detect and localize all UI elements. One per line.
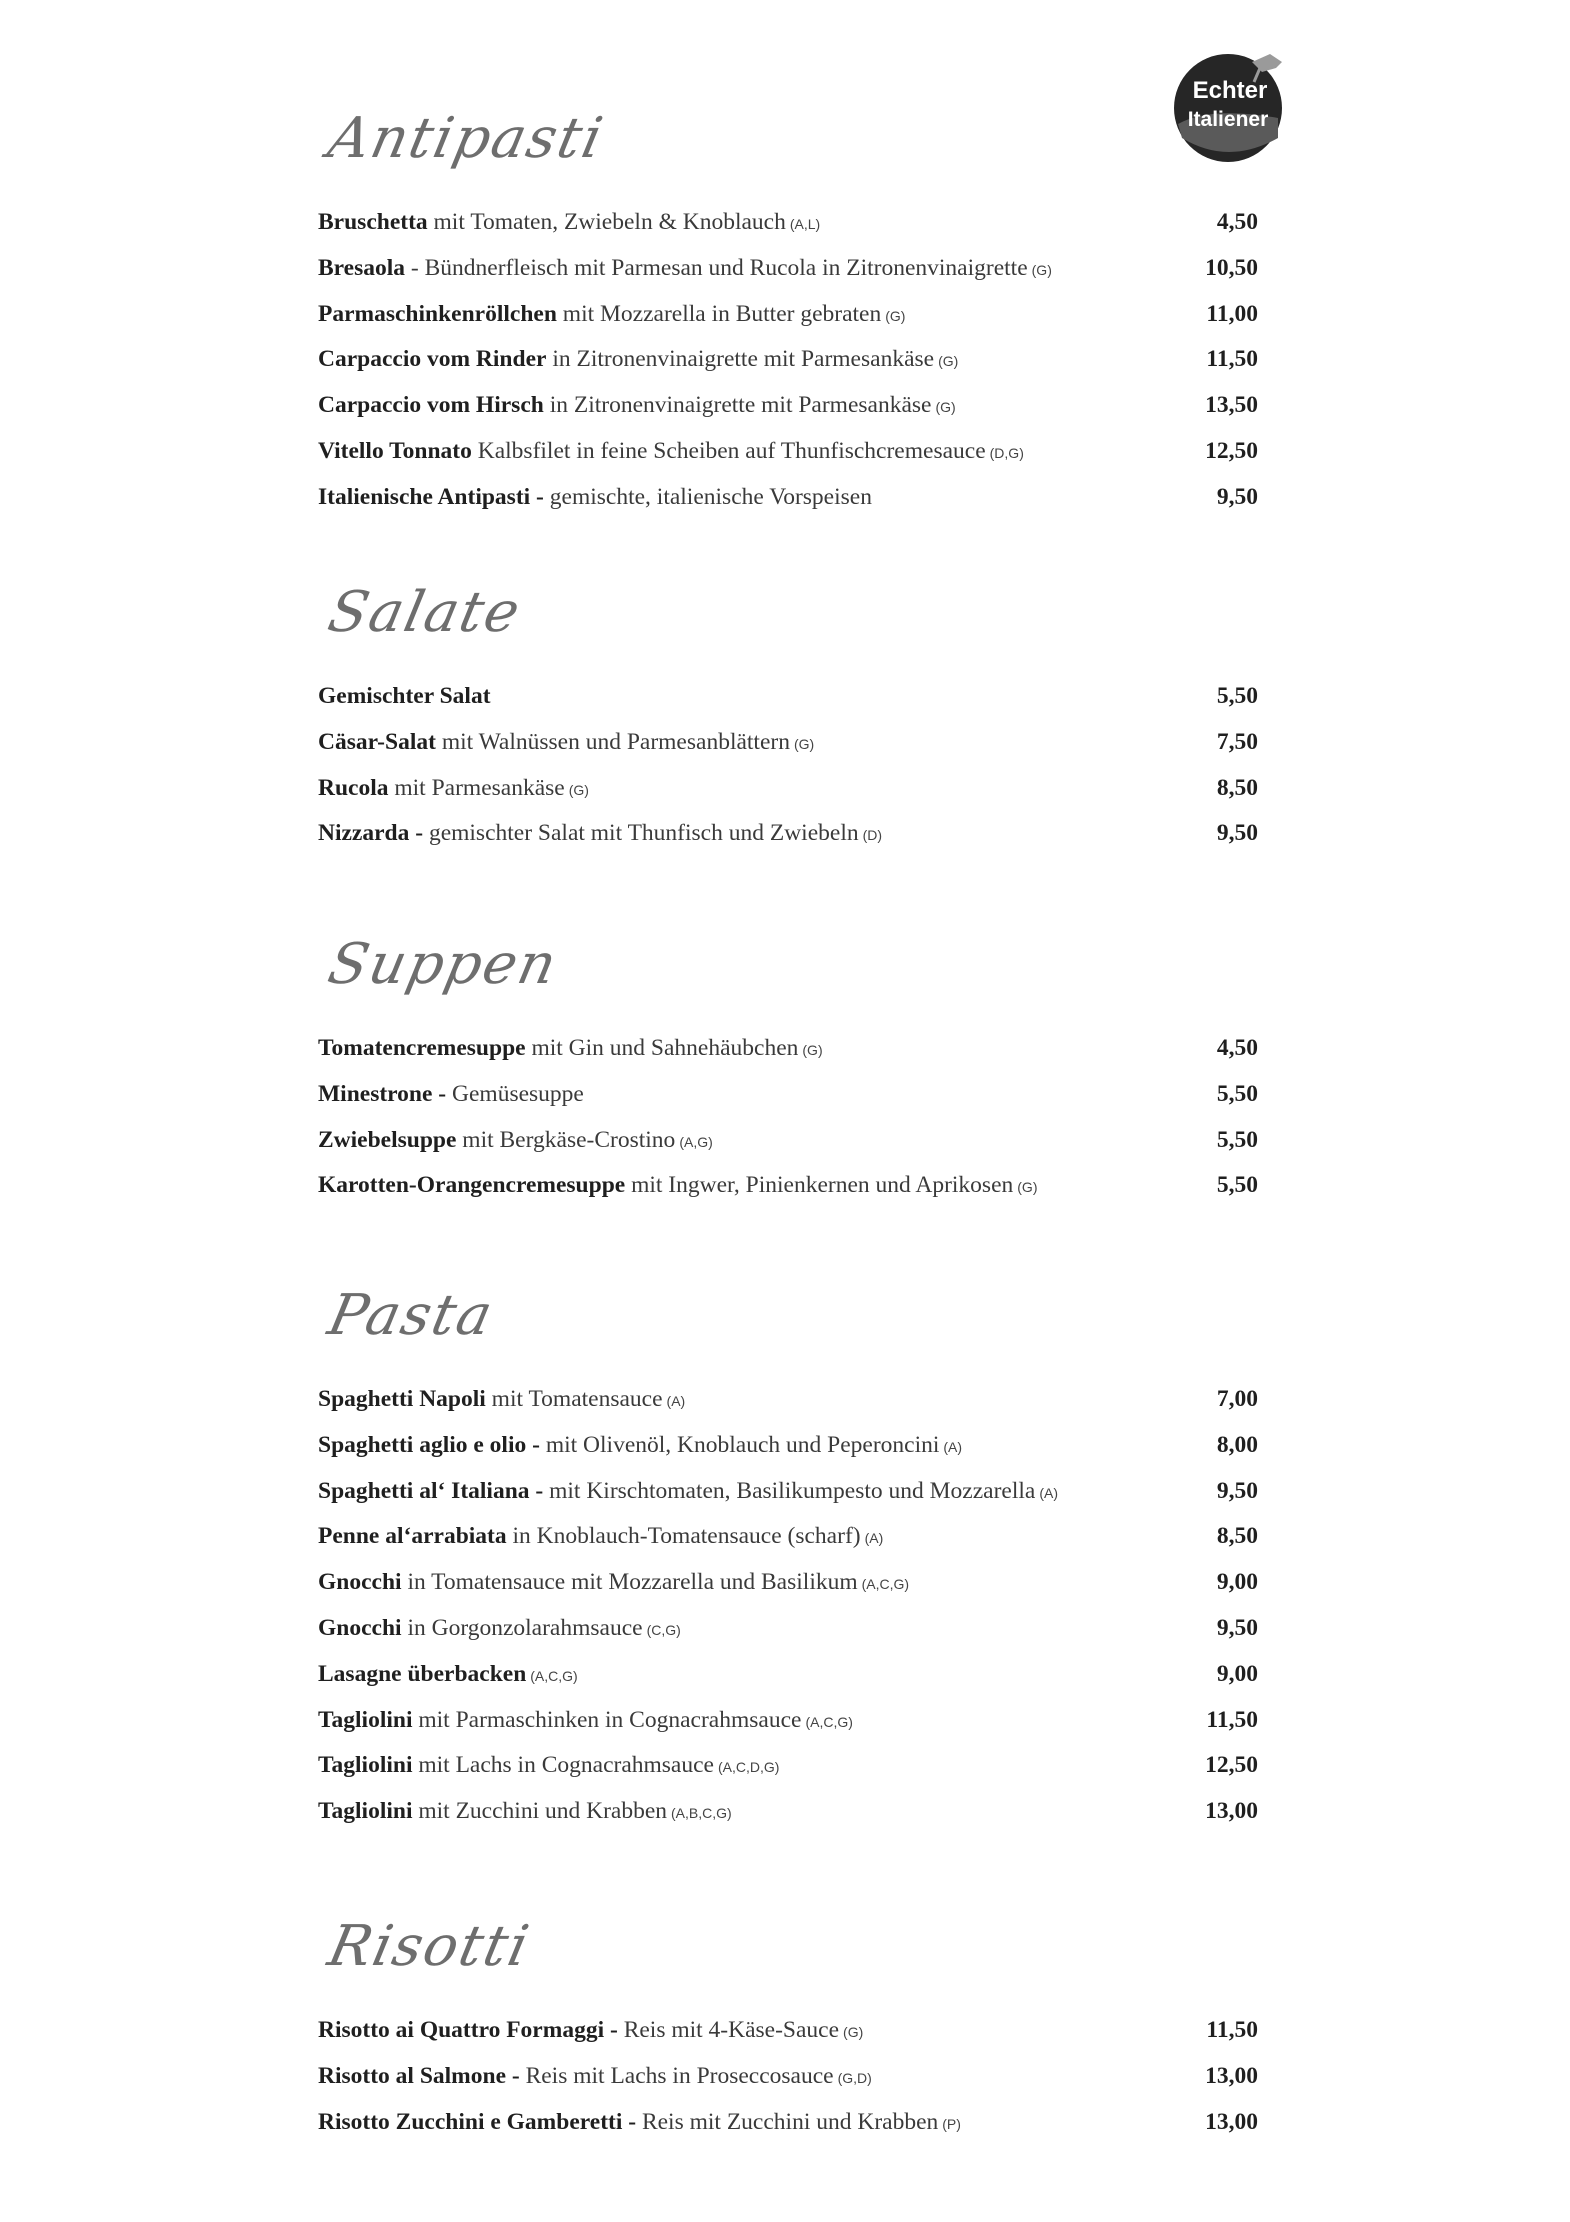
- item-desc: mit Gin und Sahnehäubchen: [525, 1035, 799, 1061]
- item-desc: - Bündnerfleisch mit Parmesan und Rucola in Zitronenvinaigrette: [405, 254, 1028, 281]
- item-desc: mit Olivenöl, Knoblauch und Peperoncini: [539, 1431, 940, 1458]
- item-price: 11,50: [1206, 2017, 1258, 2043]
- item-name: Bruschetta: [318, 209, 428, 235]
- item-name: Italienische Antipasti -: [318, 483, 544, 510]
- item-name: Cäsar-Salat: [318, 728, 436, 755]
- item-desc: mit Kirschtomaten, Basilikumpesto und Mozzarella: [543, 1477, 1036, 1504]
- item-name: Gnocchi: [318, 1569, 402, 1596]
- item-price: 8,50: [1216, 774, 1258, 801]
- section-title: Risotti: [322, 1914, 536, 1979]
- item-price: 4,50: [1216, 1035, 1258, 1061]
- item-name: Tagliolini: [318, 1706, 413, 1733]
- menu-item: [318, 1118, 1258, 1164]
- item-name: Tagliolini: [318, 1798, 413, 1825]
- item-desc: mit Lachs in Cognacrahmsauce: [412, 1752, 714, 1779]
- item-price: 13,00: [1205, 2108, 1258, 2135]
- item-allergens: (G): [1017, 1179, 1038, 1196]
- item-price: 12,50: [1205, 437, 1258, 464]
- item-desc: gemischte, italienische Vorspeisen: [543, 483, 872, 510]
- item-price: 7,50: [1216, 728, 1258, 755]
- item-desc: mit Zucchini und Krabben: [412, 1798, 668, 1825]
- logo-line1: Echter: [1192, 77, 1268, 104]
- item-allergens: (A,C,G): [805, 1713, 853, 1730]
- item-name: Nizzarda -: [318, 820, 424, 847]
- menu-item: [318, 475, 1258, 521]
- menu-item: [318, 1423, 1258, 1469]
- menu-item: [318, 292, 1258, 338]
- item-allergens: (D): [862, 827, 883, 844]
- item-price: 5,50: [1216, 1080, 1258, 1107]
- item-price: 5,50: [1216, 1126, 1258, 1153]
- item-desc: gemischter Salat mit Thunfisch und Zwiebeln: [423, 820, 859, 847]
- item-name: Penne al‘arrabiata: [318, 1523, 507, 1550]
- item-price: 9,50: [1216, 1614, 1258, 1641]
- item-price: 9,00: [1216, 1660, 1258, 1687]
- item-name: Spaghetti al‘ Italiana -: [318, 1477, 544, 1504]
- menu-item: [318, 1469, 1258, 1515]
- item-desc: in Zitronenvinaigrette mit Parmesankäse: [543, 392, 932, 419]
- menu-item: [318, 1514, 1258, 1560]
- item-price: 10,50: [1205, 254, 1258, 281]
- item-name: Minestrone -: [318, 1080, 447, 1107]
- item-price: 13,00: [1205, 2062, 1258, 2089]
- menu-item: [318, 1072, 1258, 1118]
- item-allergens: (A,G): [679, 1133, 713, 1150]
- item-desc: in Zitronenvinaigrette mit Parmesankäse: [546, 346, 935, 373]
- item-name: Tomatencremesuppe: [318, 1035, 526, 1061]
- menu-item: [318, 1026, 1258, 1072]
- item-name: Zwiebelsuppe: [318, 1126, 457, 1153]
- item-desc: mit Walnüssen und Parmesanblättern: [435, 728, 790, 755]
- menu-item: [318, 1560, 1258, 1606]
- item-name: Spaghetti Napoli: [318, 1386, 486, 1412]
- item-name: Gnocchi: [318, 1614, 402, 1641]
- item-name: Risotto Zucchini e Gamberetti -: [318, 2108, 637, 2135]
- item-allergens: (G): [938, 353, 959, 370]
- item-price: 5,50: [1216, 1172, 1258, 1199]
- section-antipasti: [318, 104, 1258, 521]
- item-allergens: (A,B,C,G): [671, 1805, 732, 1822]
- item-name: Carpaccio vom Hirsch: [318, 392, 544, 419]
- item-name: Rucola: [318, 774, 389, 801]
- item-price: 12,50: [1205, 1752, 1258, 1779]
- menu-item: [318, 1743, 1258, 1789]
- menu-item: [318, 1606, 1258, 1652]
- item-allergens: (G): [885, 307, 906, 324]
- section-risotti: [318, 1912, 1258, 2145]
- logo-line2: Italiener: [1187, 108, 1269, 131]
- menu-item: [318, 766, 1258, 812]
- item-name: Karotten-Orangencremesuppe: [318, 1172, 626, 1199]
- item-desc: mit Ingwer, Pinienkernen und Aprikosen: [625, 1172, 1014, 1199]
- item-price: 11,00: [1206, 300, 1258, 327]
- item-name: Carpaccio vom Rinder: [318, 346, 547, 373]
- item-allergens: (G,D): [837, 2069, 872, 2086]
- item-name: Vitello Tonnato: [318, 437, 472, 464]
- menu-item: [318, 1163, 1258, 1209]
- item-allergens: (A,C,D,G): [717, 1759, 780, 1776]
- item-desc: mit Mozzarella in Butter gebraten: [556, 300, 882, 327]
- menu-item: [318, 246, 1258, 292]
- section-salate: [318, 578, 1258, 857]
- item-price: 4,50: [1216, 209, 1258, 235]
- item-price: 5,50: [1216, 683, 1258, 709]
- item-desc: mit Tomaten, Zwiebeln & Knoblauch: [427, 209, 786, 235]
- item-allergens: (A): [1039, 1484, 1058, 1501]
- item-price: 9,50: [1216, 820, 1258, 847]
- item-price: 9,50: [1216, 483, 1258, 510]
- item-price: 9,50: [1216, 1477, 1258, 1504]
- item-desc: mit Parmesankäse: [388, 774, 565, 801]
- item-allergens: (A,C,G): [861, 1576, 910, 1593]
- item-name: Risotto ai Quattro Formaggi -: [318, 2017, 618, 2043]
- item-name: Tagliolini: [318, 1752, 413, 1779]
- menu-item: [318, 1652, 1258, 1698]
- item-price: 11,50: [1206, 346, 1258, 373]
- menu-item: [318, 337, 1258, 383]
- item-desc: in Gorgonzolarahmsauce: [401, 1614, 643, 1641]
- item-desc: mit Tomatensauce: [485, 1386, 663, 1412]
- item-name: Gemischter Salat: [318, 683, 491, 709]
- item-desc: mit Bergkäse-Crostino: [456, 1126, 676, 1153]
- item-allergens: (G): [935, 399, 956, 416]
- item-price: 9,00: [1216, 1569, 1258, 1596]
- item-desc: Kalbsfilet in feine Scheiben auf Thunfischcremesauce: [471, 437, 986, 464]
- item-name: Parmaschinkenröllchen: [318, 300, 557, 327]
- menu-item: [318, 674, 1258, 720]
- item-desc: Reis mit 4-Käse-Sauce: [617, 2017, 840, 2043]
- menu-item: [318, 811, 1258, 857]
- item-price: 13,50: [1205, 392, 1258, 419]
- item-desc: mit Parmaschinken in Cognacrahmsauce: [412, 1706, 802, 1733]
- item-name: Lasagne überbacken: [318, 1660, 527, 1687]
- menu-item: [318, 2100, 1258, 2146]
- menu-item: [318, 1789, 1258, 1835]
- section-suppen: [318, 930, 1258, 1209]
- item-allergens: (A): [943, 1438, 963, 1455]
- section-title: Pasta: [322, 1283, 500, 1348]
- menu-item: [318, 2054, 1258, 2100]
- item-allergens: (G): [843, 2024, 864, 2040]
- item-allergens: (A,L): [789, 216, 821, 232]
- section-title: Suppen: [322, 932, 564, 997]
- item-name: Spaghetti aglio e olio -: [318, 1431, 540, 1458]
- item-price: 13,00: [1205, 1798, 1258, 1825]
- item-allergens: (A): [864, 1530, 884, 1547]
- item-allergens: (G): [802, 1042, 823, 1058]
- menu-item: [318, 429, 1258, 475]
- menu-item: [318, 383, 1258, 429]
- item-price: 8,00: [1216, 1431, 1258, 1458]
- item-name: Bresaola: [318, 254, 406, 281]
- item-desc: Gemüsesuppe: [446, 1080, 584, 1107]
- item-allergens: (G): [1031, 261, 1052, 278]
- item-desc: Reis mit Zucchini und Krabben: [636, 2108, 939, 2135]
- item-allergens: (A,C,G): [530, 1667, 578, 1684]
- menu-item: [318, 720, 1258, 766]
- item-desc: in Knoblauch-Tomatensauce (scharf): [506, 1523, 861, 1550]
- menu-item: [318, 200, 1258, 246]
- item-price: 7,00: [1216, 1386, 1258, 1412]
- item-allergens: (G): [793, 735, 815, 752]
- item-allergens: (C,G): [646, 1621, 681, 1638]
- item-desc: Reis mit Lachs in Proseccosauce: [519, 2062, 834, 2089]
- item-desc: in Tomatensauce mit Mozzarella und Basilikum: [401, 1569, 858, 1596]
- section-pasta: [318, 1281, 1258, 1835]
- section-title: Antipasti: [322, 106, 610, 171]
- item-allergens: (D,G): [989, 444, 1024, 461]
- item-allergens: (A): [666, 1393, 686, 1409]
- item-price: 11,50: [1206, 1706, 1258, 1733]
- item-price: 8,50: [1216, 1523, 1258, 1550]
- menu-item: [318, 2008, 1258, 2054]
- menu-item: [318, 1698, 1258, 1744]
- item-allergens: (P): [942, 2115, 961, 2132]
- item-name: Risotto al Salmone -: [318, 2062, 520, 2089]
- section-title: Salate: [322, 580, 528, 645]
- menu-item: [318, 1377, 1258, 1423]
- item-allergens: (G): [568, 781, 589, 798]
